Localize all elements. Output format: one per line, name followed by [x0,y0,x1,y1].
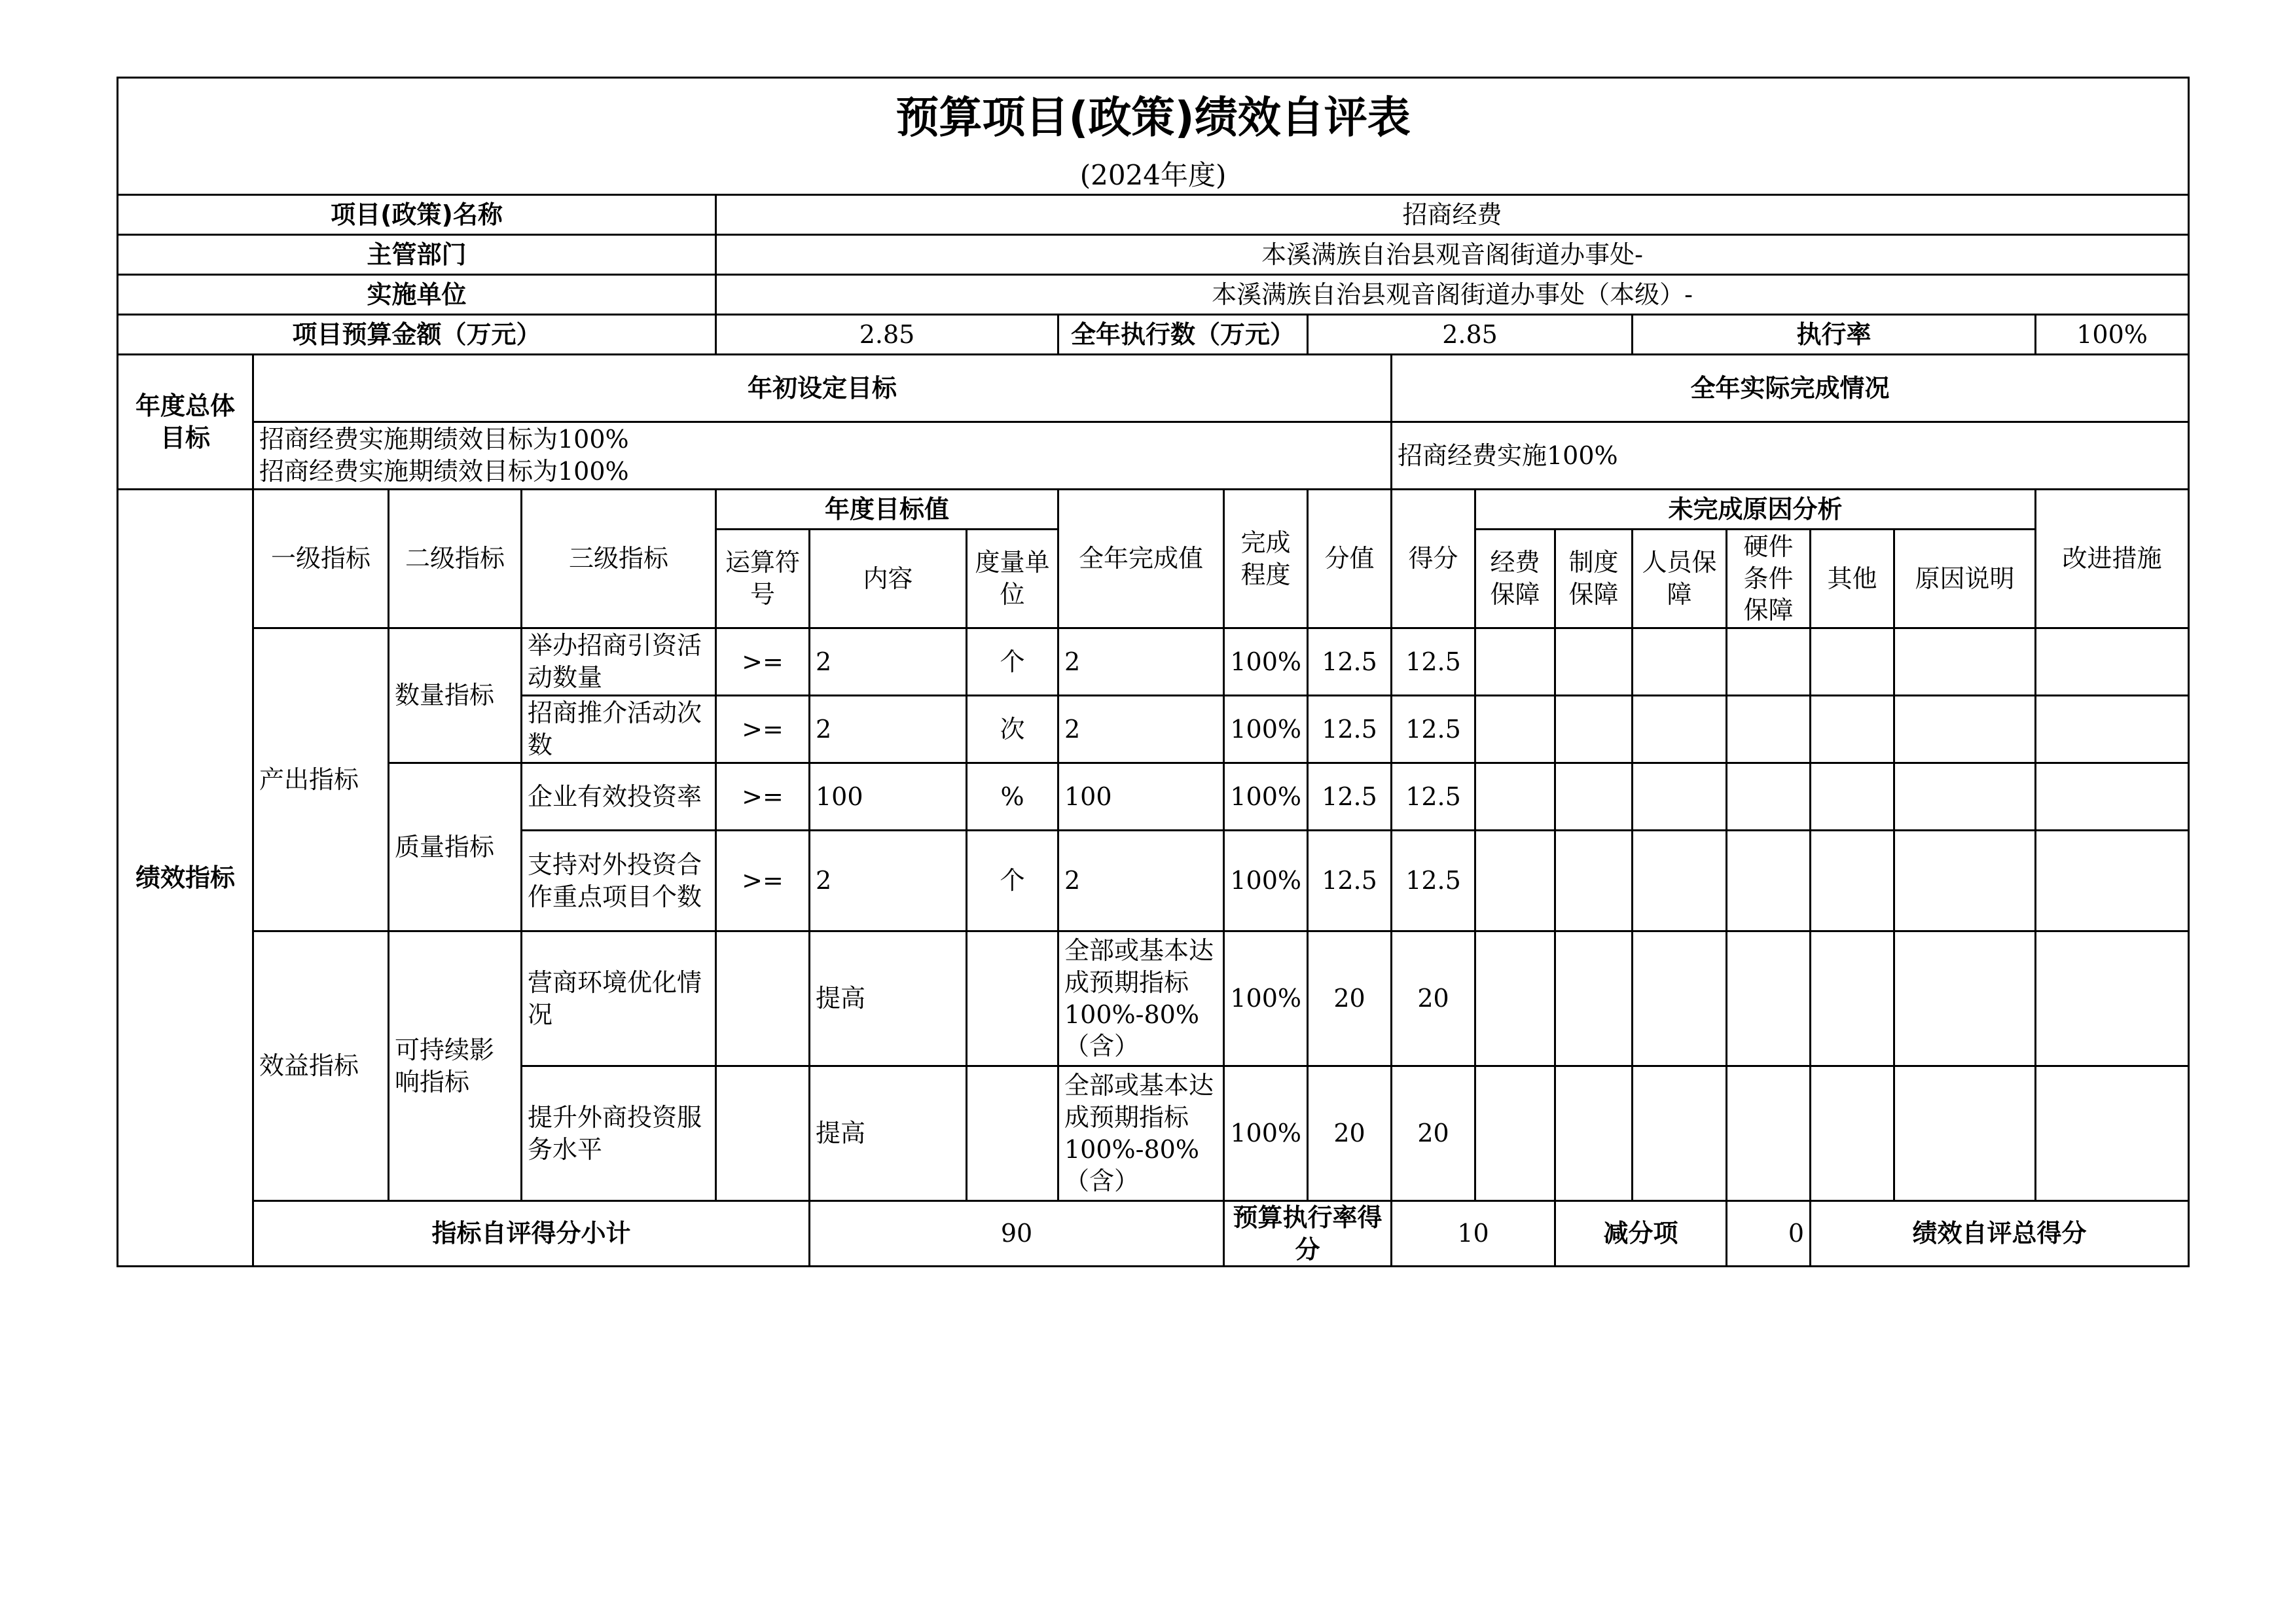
indicator-operator: >= [716,628,810,696]
indicator-name: 招商推介活动次数 [522,696,716,763]
empty-cell [1475,763,1555,831]
empty-cell [1475,628,1555,696]
indicator-actual: 全部或基本达成预期指标100%-80%（含） [1058,931,1224,1066]
indicator-score: 12.5 [1392,696,1475,763]
actual-completion-text: 招商经费实施100% [1392,422,2189,490]
group-benefit: 效益指标 [253,931,389,1201]
indicator-content: 提高 [810,931,967,1066]
system-guarantee-header: 制度保障 [1555,530,1633,628]
indicator-unit: % [967,763,1058,831]
deduction-value: 0 [1727,1201,1811,1267]
improvement-header: 改进措施 [2036,490,2189,628]
empty-cell [1894,1066,2036,1201]
indicator-unit: 个 [967,831,1058,931]
indicator-degree: 100% [1224,696,1308,763]
self-evaluation-sheet [117,77,2190,1267]
empty-cell [1555,1066,1633,1201]
exec-rate-label: 执行率 [1633,315,2036,355]
empty-cell [1811,696,1894,763]
exec-rate: 100% [2036,315,2189,355]
level3-header: 三级指标 [522,490,716,628]
initial-goal-line: 招商经费实施期绩效目标为100% [259,425,629,454]
indicator-score: 20 [1392,931,1475,1066]
indicator-score: 12.5 [1392,763,1475,831]
empty-cell [1555,931,1633,1066]
indicator-content: 提高 [810,1066,967,1201]
dept-label: 主管部门 [118,235,716,275]
indicator-degree: 100% [1224,763,1308,831]
budget-rate-score-label: 预算执行率得分 [1224,1201,1392,1267]
empty-cell [1633,831,1727,931]
initial-goal-label: 年初设定目标 [253,355,1392,422]
funds-guarantee-header: 经费保障 [1475,530,1555,628]
form-title: 预算项目(政策)绩效自评表 [118,78,2189,157]
indicator-degree: 100% [1224,931,1308,1066]
subtotal-value: 90 [810,1201,1224,1267]
empty-cell [1727,931,1811,1066]
budget-rate-score: 10 [1392,1201,1555,1267]
empty-cell [2036,628,2189,696]
unit-value: 本溪满族自治县观音阁街道办事处（本级）- [716,275,2189,315]
empty-cell [1555,696,1633,763]
indicator-operator [716,1066,810,1201]
content-header: 内容 [810,530,967,628]
indicator-unit [967,931,1058,1066]
indicator-degree: 100% [1224,628,1308,696]
actual-completion-label: 全年实际完成情况 [1392,355,2189,422]
subtotal-label: 指标自评得分小计 [253,1201,810,1267]
indicator-unit: 次 [967,696,1058,763]
exec-amount-label: 全年执行数（万元） [1058,315,1308,355]
empty-cell [2036,763,2189,831]
empty-cell [2036,696,2189,763]
empty-cell [2036,831,2189,931]
empty-cell [1633,931,1727,1066]
performance-indicator-label: 绩效指标 [118,490,253,1267]
annual-target-header: 年度目标值 [716,490,1058,530]
empty-cell [1475,931,1555,1066]
indicator-name: 企业有效投资率 [522,763,716,831]
level1-header: 一级指标 [253,490,389,628]
project-name-label: 项目(政策)名称 [118,195,716,235]
indicator-score: 20 [1392,1066,1475,1201]
hardware-guarantee-header: 硬件条件保障 [1727,530,1811,628]
empty-cell [1727,763,1811,831]
indicator-content: 100 [810,763,967,831]
indicator-actual: 2 [1058,628,1224,696]
empty-cell [1811,1066,1894,1201]
indicator-operator: >= [716,831,810,931]
indicator-content: 2 [810,696,967,763]
empty-cell [1894,831,2036,931]
empty-cell [1727,696,1811,763]
degree-header: 完成程度 [1224,490,1308,628]
actual-value-header: 全年完成值 [1058,490,1224,628]
indicator-operator: >= [716,763,810,831]
indicator-unit [967,1066,1058,1201]
empty-cell [1727,1066,1811,1201]
indicator-operator [716,931,810,1066]
empty-cell [1894,763,2036,831]
indicator-score: 12.5 [1392,831,1475,931]
indicator-weight: 12.5 [1308,696,1392,763]
indicator-name: 举办招商引资活动数量 [522,628,716,696]
group-output: 产出指标 [253,628,389,931]
initial-goal-text [253,422,1392,490]
empty-cell [1555,763,1633,831]
initial-goal-line: 招商经费实施期绩效目标为100% [259,457,629,486]
indicator-degree: 100% [1224,831,1308,931]
indicator-name: 提升外商投资服务水平 [522,1066,716,1201]
empty-cell [1811,931,1894,1066]
empty-cell [1555,628,1633,696]
deduction-label: 减分项 [1555,1201,1727,1267]
empty-cell [1633,628,1727,696]
indicator-actual: 100 [1058,763,1224,831]
dept-value: 本溪满族自治县观音阁街道办事处- [716,235,2189,275]
empty-cell [1811,763,1894,831]
reason-note-header: 原因说明 [1894,530,2036,628]
level2-header: 二级指标 [389,490,522,628]
indicator-weight: 12.5 [1308,628,1392,696]
indicator-content: 2 [810,628,967,696]
empty-cell [1811,831,1894,931]
evaluation-table [117,77,2190,1267]
indicator-score: 12.5 [1392,628,1475,696]
empty-cell [1633,1066,1727,1201]
empty-cell [2036,1066,2189,1201]
indicator-actual: 2 [1058,831,1224,931]
indicator-actual: 全部或基本达成预期指标100%-80%（含） [1058,1066,1224,1201]
staff-guarantee-header: 人员保障 [1633,530,1727,628]
empty-cell [1555,831,1633,931]
indicator-degree: 100% [1224,1066,1308,1201]
operator-header: 运算符号 [716,530,810,628]
project-name: 招商经费 [716,195,2189,235]
group-quality: 质量指标 [389,763,522,931]
group-quantity: 数量指标 [389,628,522,763]
indicator-name: 营商环境优化情况 [522,931,716,1066]
total-score-label: 绩效自评总得分 [1811,1201,2189,1267]
indicator-weight: 20 [1308,1066,1392,1201]
weight-header: 分值 [1308,490,1392,628]
indicator-operator: >= [716,696,810,763]
form-year: (2024年度) [118,157,2189,195]
indicator-weight: 20 [1308,931,1392,1066]
empty-cell [1475,1066,1555,1201]
indicator-actual: 2 [1058,696,1224,763]
budget-amount-label: 项目预算金额（万元） [118,315,716,355]
indicator-content: 2 [810,831,967,931]
empty-cell [1475,696,1555,763]
empty-cell [1727,831,1811,931]
annual-goal-label: 年度总体目标 [118,355,253,490]
measure-unit-header: 度量单位 [967,530,1058,628]
empty-cell [1811,628,1894,696]
budget-amount: 2.85 [716,315,1058,355]
indicator-name: 支持对外投资合作重点项目个数 [522,831,716,931]
unit-label: 实施单位 [118,275,716,315]
indicator-weight: 12.5 [1308,763,1392,831]
empty-cell [2036,931,2189,1066]
empty-cell [1633,696,1727,763]
exec-amount: 2.85 [1308,315,1633,355]
indicator-unit: 个 [967,628,1058,696]
empty-cell [1894,628,2036,696]
group-sustain: 可持续影响指标 [389,931,522,1201]
score-header: 得分 [1392,490,1475,628]
empty-cell [1894,931,2036,1066]
empty-cell [1633,763,1727,831]
other-header: 其他 [1811,530,1894,628]
empty-cell [1894,696,2036,763]
indicator-weight: 12.5 [1308,831,1392,931]
empty-cell [1475,831,1555,931]
reason-analysis-header: 未完成原因分析 [1475,490,2036,530]
empty-cell [1727,628,1811,696]
